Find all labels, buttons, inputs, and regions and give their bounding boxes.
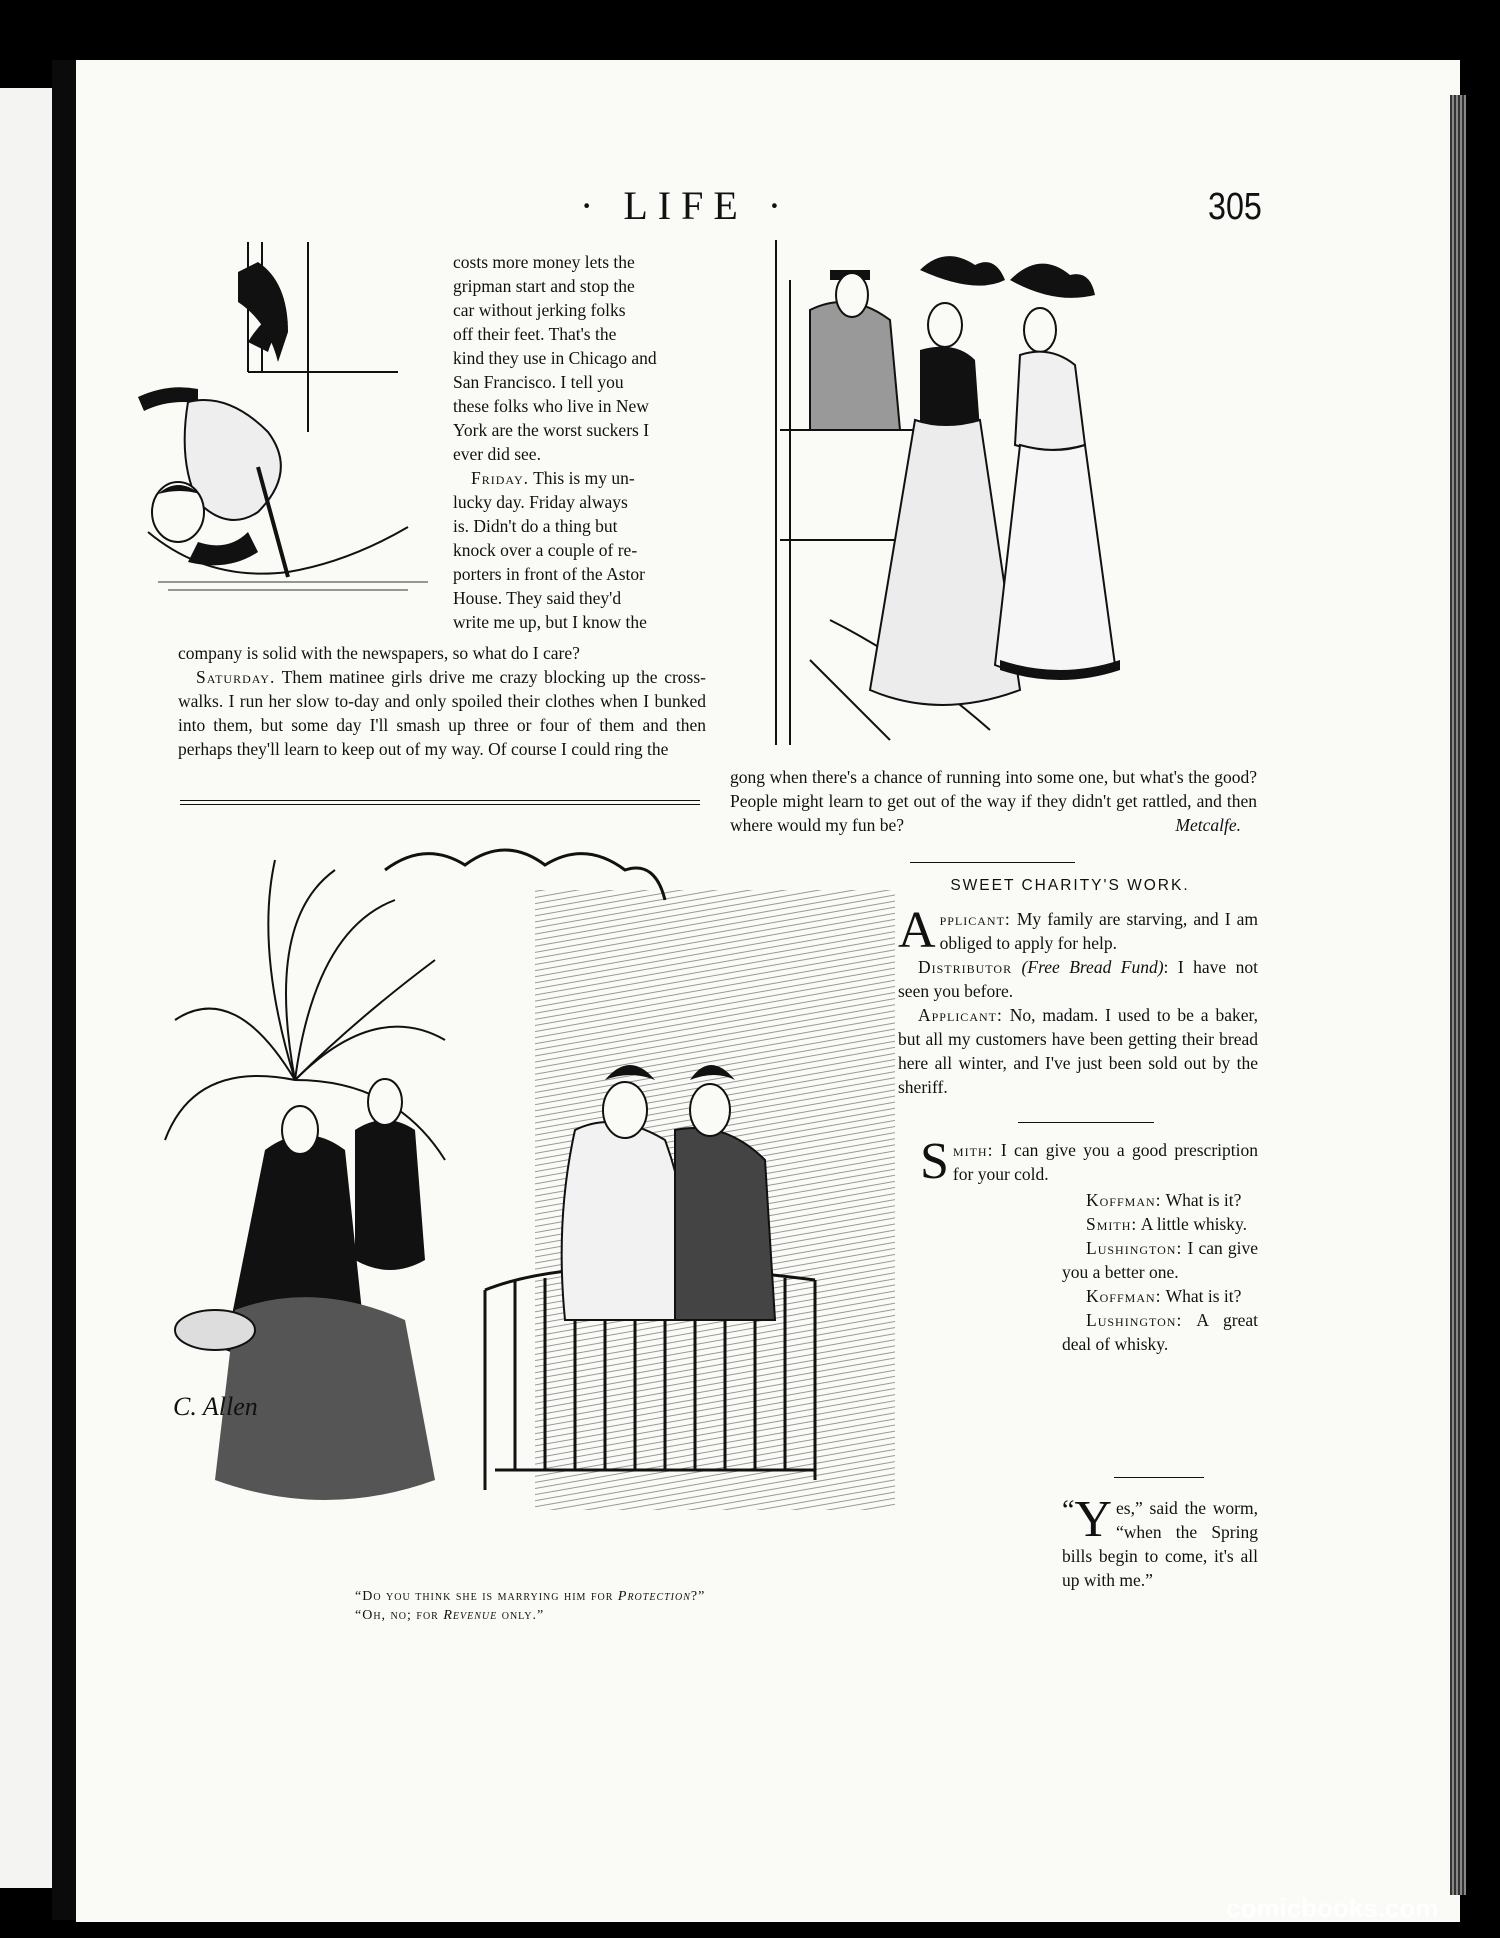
illustration-gripman-ladies bbox=[770, 240, 1260, 755]
masthead-title: · LIFE · bbox=[580, 183, 792, 228]
article-heading-sweet-charity: SWEET CHARITY'S WORK. bbox=[950, 877, 1190, 894]
gong-text: gong when there's a chance of running into some one, but what's the good? People might learn to get out of the way if they didn't get rattled, and then where would my fun be? bbox=[730, 767, 1257, 835]
speaker-label: mith: bbox=[952, 1140, 994, 1160]
dialogue-text: A great deal of whisky. bbox=[1062, 1310, 1258, 1354]
column-divider bbox=[180, 800, 700, 805]
dialogue-text: es,” said the worm, “when the Spring bills begin to come, it's all up with me.” bbox=[1062, 1498, 1258, 1590]
caption-text: ?” bbox=[690, 1589, 706, 1604]
caption-line bbox=[355, 1587, 835, 1606]
dialogue-line bbox=[1062, 1212, 1258, 1236]
dialogue-text: What is it? bbox=[1165, 1286, 1242, 1306]
day-label-saturday: Saturday. bbox=[196, 667, 276, 687]
caption-line bbox=[355, 1606, 835, 1625]
author-signature: Metcalfe. bbox=[1175, 815, 1241, 835]
day-label-friday: Friday. bbox=[471, 468, 530, 488]
text-line: is. Didn't do a thing but bbox=[453, 516, 618, 536]
page-stack-edge bbox=[1450, 95, 1466, 1895]
speaker-label: Lushington: bbox=[1086, 1238, 1183, 1258]
illustration-caption bbox=[355, 1587, 835, 1625]
dialogue-text: I can give you a good prescription for your cold. bbox=[952, 1140, 1258, 1184]
text-line: lucky day. Friday always bbox=[453, 492, 628, 512]
site-watermark: comicbooks.com bbox=[1226, 1893, 1439, 1923]
speaker-label: Applicant: bbox=[918, 1005, 1003, 1025]
dialogue-text: What is it? bbox=[1165, 1190, 1242, 1210]
text-line: costs more money lets the bbox=[453, 252, 635, 272]
dialogue-text: No, madam. I used to be a baker, but all my customers have been getting their bread here all winter, and I've just been sold out by the sheriff. bbox=[898, 1005, 1258, 1097]
text-line: write me up, but I know the bbox=[453, 612, 647, 632]
text-line: York are the worst suckers I bbox=[453, 420, 650, 440]
book-gutter bbox=[52, 60, 76, 1920]
dialogue-text: A little whisky. bbox=[1140, 1214, 1247, 1234]
section-divider bbox=[1114, 1477, 1204, 1478]
text-line: San Francisco. I tell you bbox=[453, 372, 624, 392]
saturday-text: Them matinee girls drive me crazy blocking up the cross-walks. I run her slow to-day and only spoiled their clothes when I bunked into them, but some day I'll smash up three or four of them and then perhaps they'll learn to keep out of my way. Of course I could ring the bbox=[178, 667, 707, 759]
text-line: these folks who live in New bbox=[453, 396, 649, 416]
paragraph-streetcar-wrap bbox=[453, 250, 706, 634]
speaker-label: Lushington: bbox=[1086, 1310, 1183, 1330]
caption-emphasis: Protection bbox=[617, 1589, 691, 1604]
drop-cap: Y bbox=[1074, 1491, 1112, 1548]
artist-signature: C. Allen bbox=[173, 1392, 258, 1421]
speaker-label: Koffman: bbox=[1086, 1286, 1162, 1306]
text-line: gripman start and stop the bbox=[453, 276, 635, 296]
text-line: knock over a couple of re- bbox=[453, 540, 638, 560]
left-page-edge bbox=[0, 88, 52, 1888]
text-line: ever did see. bbox=[453, 444, 541, 464]
dialogue-text: My family are starving, and I am obliged to apply for help. bbox=[939, 909, 1258, 953]
text-fragment: This is my un- bbox=[533, 468, 635, 488]
dialogue-line bbox=[1062, 1188, 1258, 1212]
text-line: porters in front of the Astor bbox=[453, 564, 645, 584]
paragraph-worm-joke bbox=[1062, 1491, 1258, 1592]
dialogue-text: I can give you a better one. bbox=[1062, 1238, 1258, 1282]
illustration-parlor-couples bbox=[155, 830, 995, 1570]
whisky-dialogue bbox=[1062, 1188, 1258, 1356]
text-line: car without jerking folks bbox=[453, 300, 626, 320]
section-divider bbox=[1018, 1122, 1154, 1123]
page-number: 305 bbox=[1208, 186, 1262, 228]
drop-cap: S bbox=[920, 1133, 949, 1190]
illustration-tumbling-man bbox=[128, 232, 446, 607]
caption-text: “Oh, no; for bbox=[355, 1608, 444, 1623]
dialogue-line bbox=[1062, 1236, 1258, 1284]
speaker-label: Distributor bbox=[918, 957, 1013, 977]
text-line: House. They said they'd bbox=[453, 588, 622, 608]
caption-text: only.” bbox=[497, 1608, 545, 1623]
paragraph-saturday bbox=[178, 665, 706, 761]
dialogue-line bbox=[1062, 1308, 1258, 1356]
paragraph-gong bbox=[730, 765, 1257, 837]
caption-emphasis: Revenue bbox=[443, 1608, 498, 1623]
text-line: kind they use in Chicago and bbox=[453, 348, 657, 368]
drop-cap: A bbox=[898, 902, 936, 959]
text-line: off their feet. That's the bbox=[453, 324, 617, 344]
organization-name: (Free Bread Fund) bbox=[1021, 957, 1164, 977]
paragraph-company-line: company is solid with the newspapers, so what do I care? bbox=[178, 643, 580, 663]
open-quote: “ bbox=[1062, 1495, 1075, 1526]
dialogue-line bbox=[1062, 1284, 1258, 1308]
dialogue-text: : I have not seen you before. bbox=[898, 957, 1258, 1001]
speaker-label: pplicant: bbox=[939, 909, 1011, 929]
speaker-label: Smith: bbox=[1086, 1214, 1138, 1234]
speaker-label: Koffman: bbox=[1086, 1190, 1162, 1210]
text-line bbox=[453, 466, 706, 490]
caption-text: “Do you think she is marrying him for bbox=[355, 1589, 618, 1604]
